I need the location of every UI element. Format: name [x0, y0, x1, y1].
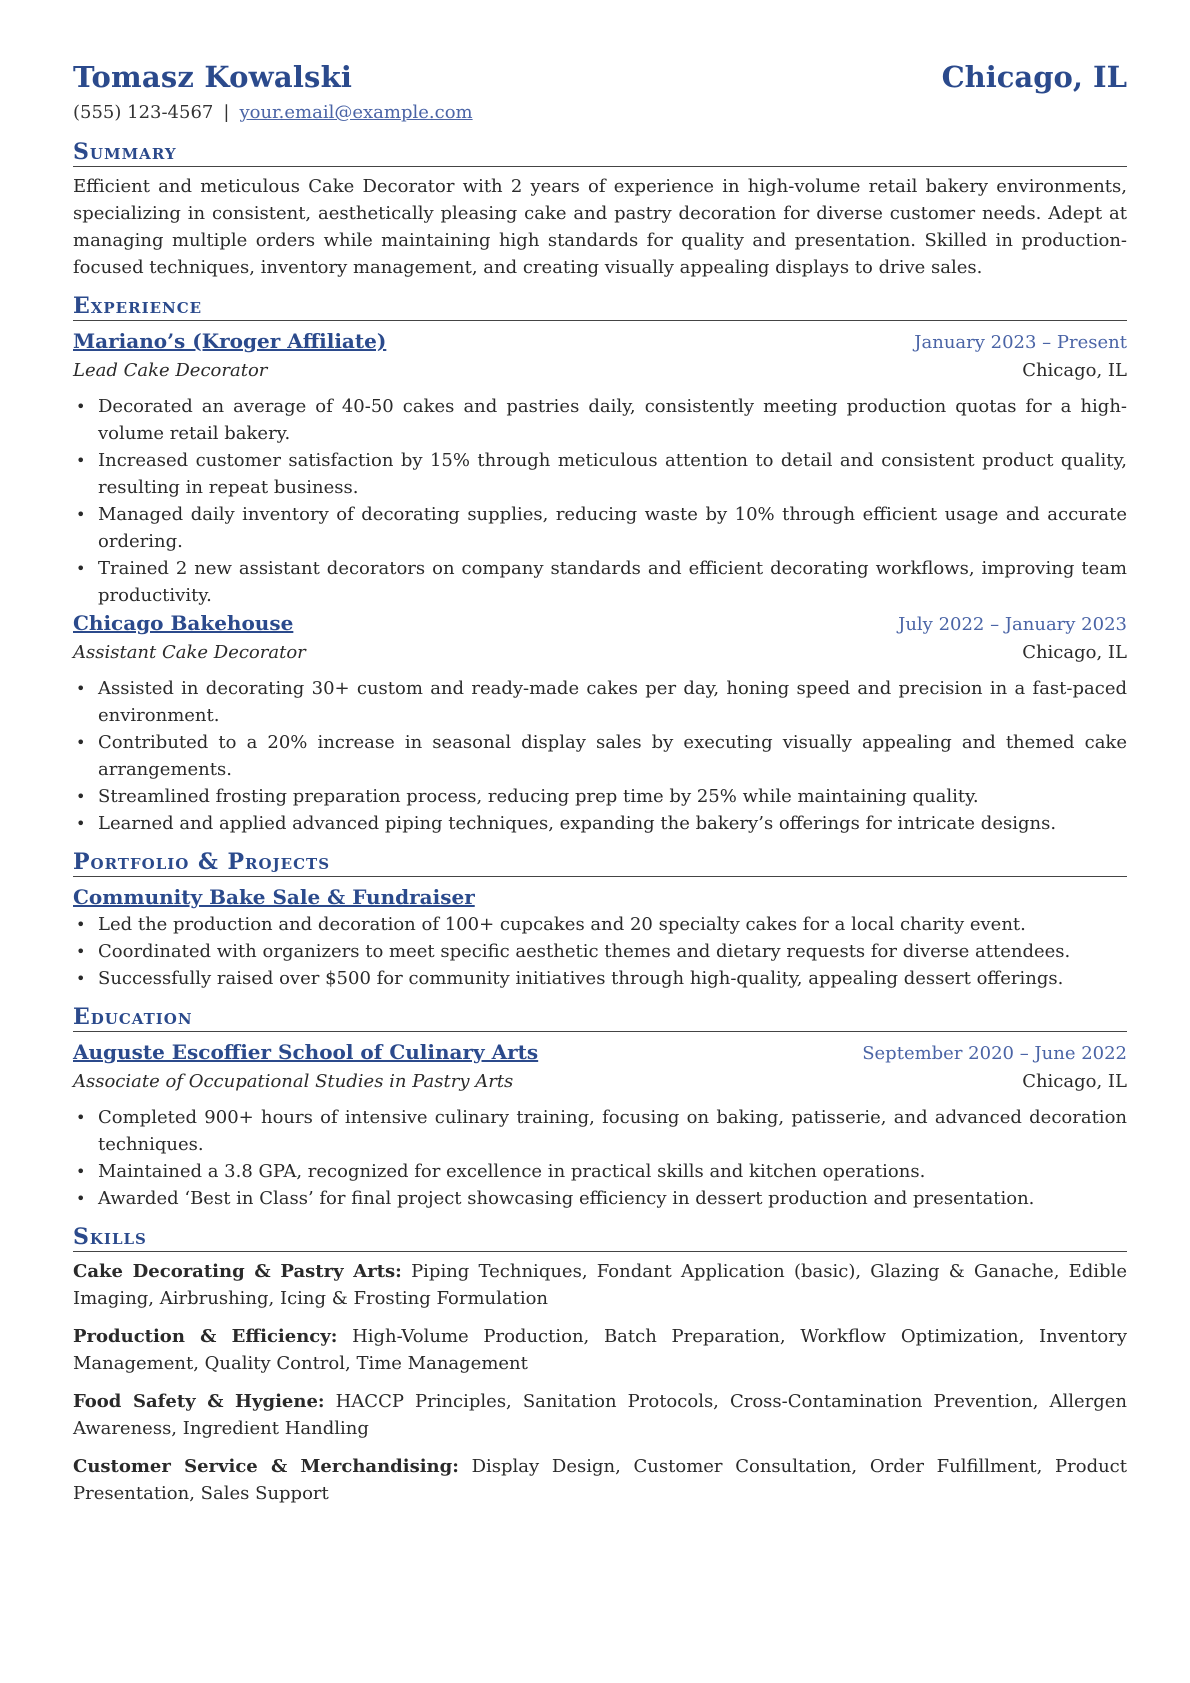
summary-heading: Summary: [73, 139, 1127, 167]
employer-link[interactable]: Chicago Bakehouse: [73, 611, 294, 635]
job-bullets: [73, 393, 1127, 609]
bullet-item: • Led the production and decoration of 100+ cupcakes and 20 specialty cakes for a local charity event.: [98, 911, 1127, 938]
projects-heading: Portfolio & Projects: [73, 849, 1127, 877]
bullet-item: • Coordinated with organizers to meet specific aesthetic themes and dietary requests for diverse attendees.: [98, 938, 1127, 965]
job-location: Chicago, IL: [1022, 360, 1127, 381]
skill-group: [73, 1258, 1127, 1312]
skill-group-text: HACCP Principles, Sanitation Protocols, Cross-Contamination Prevention, Allergen Awareness, Ingredient Handling: [73, 1391, 1127, 1439]
candidate-name: Tomasz Kowalski: [73, 60, 353, 94]
bullet-item: • Trained 2 new assistant decorators on company standards and efficient decorating workflows, improving team productivity.: [98, 555, 1127, 609]
bullet-item: • Decorated an average of 40-50 cakes and pastries daily, consistently meeting production quotas for a high-volume retail bakery.: [98, 393, 1127, 447]
summary-text: Efficient and meticulous Cake Decorator with 2 years of experience in high-volume retail bakery environments, specializing in consistent, aesthetically pleasing cake and pastry decoration for diverse customer needs. Adept at managing multiple orders while maintaining high standards for quality and presentation. Skilled in production-focused techniques, inventory management, and creating visually appealing displays to drive sales.: [73, 176, 1127, 278]
job-entry: [73, 609, 1127, 837]
skill-group-label: Production & Efficiency:: [73, 1326, 338, 1347]
job-bullets: [73, 675, 1127, 837]
skill-group: [73, 1453, 1127, 1507]
project-title-row: [73, 883, 1127, 911]
contact-line: [73, 102, 1127, 123]
job-location: Chicago, IL: [1022, 642, 1127, 663]
skill-group-label: Cake Decorating & Pastry Arts:: [73, 1261, 402, 1282]
job-dates: January 2023 – Present: [914, 332, 1127, 353]
education-bullets: [73, 1104, 1127, 1212]
bullet-item: • Maintained a 3.8 GPA, recognized for excellence in practical skills and kitchen operations.: [98, 1158, 1127, 1185]
skill-group-label: Customer Service & Merchandising:: [73, 1456, 459, 1477]
degree-name: Associate of Occupational Studies in Pastry Arts: [73, 1071, 514, 1092]
contact-separator: |: [223, 102, 230, 123]
candidate-city: Chicago, IL: [941, 60, 1127, 94]
degree-row: [73, 1068, 1127, 1096]
job-dates: July 2022 – January 2023: [898, 614, 1127, 635]
bullet-item: • Managed daily inventory of decorating supplies, reducing waste by 10% through efficient usage and accurate ordering.: [98, 501, 1127, 555]
school-title-row: [73, 1038, 1127, 1068]
employer-link[interactable]: Mariano’s (Kroger Affiliate): [73, 329, 387, 353]
skill-group-text: Piping Techniques, Fondant Application (basic), Glazing & Ganache, Edible Imaging, Airbrushing, Icing & Frosting Formulation: [73, 1261, 1127, 1309]
bullet-item: • Increased customer satisfaction by 15% through meticulous attention to detail and consistent product quality, resulting in repeat business.: [98, 447, 1127, 501]
project-link[interactable]: Community Bake Sale & Fundraiser: [73, 885, 475, 909]
bullet-item: • Assisted in decorating 30+ custom and ready-made cakes per day, honing speed and precision in a fast-paced environment.: [98, 675, 1127, 729]
skill-group-text: High-Volume Production, Batch Preparation, Workflow Optimization, Inventory Management, Quality Control, Time Management: [73, 1326, 1127, 1374]
job-entry: [73, 327, 1127, 609]
job-role: Assistant Cake Decorator: [73, 642, 306, 663]
job-role-row: [73, 357, 1127, 385]
education-heading: Education: [73, 1004, 1127, 1032]
email-link[interactable]: your.email@example.com: [239, 102, 473, 123]
bullet-item: • Contributed to a 20% increase in seasonal display sales by executing visually appealing and themed cake arrangements.: [98, 729, 1127, 783]
header: [73, 60, 1127, 94]
bullet-item: • Learned and applied advanced piping techniques, expanding the bakery’s offerings for intricate designs.: [98, 810, 1127, 837]
school-location: Chicago, IL: [1022, 1071, 1127, 1092]
experience-heading: Experience: [73, 293, 1127, 321]
job-title-row: [73, 609, 1127, 639]
education-entry: [73, 1038, 1127, 1212]
skill-group: [73, 1323, 1127, 1377]
school-link[interactable]: Auguste Escoffier School of Culinary Arts: [73, 1040, 539, 1064]
project-bullets: [73, 911, 1127, 992]
resume-content: [73, 60, 1127, 1518]
project-entry: [73, 883, 1127, 992]
skill-group-text: Display Design, Customer Consultation, Order Fulfillment, Product Presentation, Sales Support: [73, 1456, 1127, 1504]
bullet-item: • Completed 900+ hours of intensive culinary training, focusing on baking, patisserie, and advanced decoration techniques.: [98, 1104, 1127, 1158]
job-role-row: [73, 639, 1127, 667]
job-title-row: [73, 327, 1127, 357]
bullet-item: • Awarded ‘Best in Class’ for final project showcasing efficiency in dessert production and presentation.: [98, 1185, 1127, 1212]
bullet-item: • Streamlined frosting preparation process, reducing prep time by 25% while maintaining quality.: [98, 783, 1127, 810]
skill-group-label: Food Safety & Hygiene:: [73, 1391, 325, 1412]
bullet-item: • Successfully raised over $500 for community initiatives through high-quality, appealing dessert offerings.: [98, 965, 1127, 992]
phone-number: (555) 123-4567: [73, 102, 214, 123]
skills-heading: Skills: [73, 1224, 1127, 1252]
school-dates: September 2020 – June 2022: [862, 1043, 1127, 1064]
job-role: Lead Cake Decorator: [73, 360, 268, 381]
skill-group: [73, 1388, 1127, 1442]
